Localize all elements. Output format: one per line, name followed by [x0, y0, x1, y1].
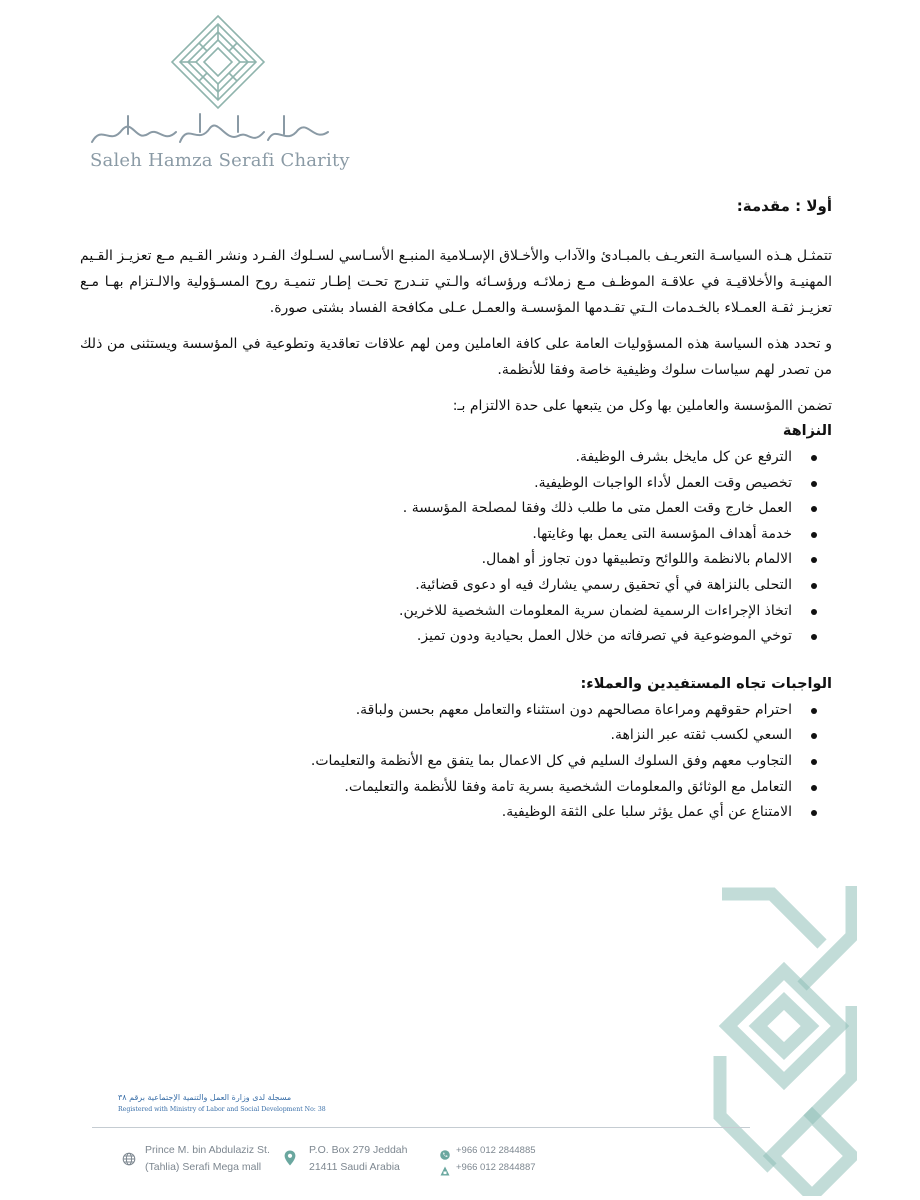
logo-emblem-icon	[170, 14, 266, 110]
contact-numbers	[456, 1142, 536, 1176]
address-block	[145, 1142, 270, 1176]
list-item: تخصيص وقت العمل لأداء الواجبات الوظيفية.	[80, 471, 792, 497]
list-item: السعي لكسب ثقته عبر النزاهة.	[80, 723, 792, 749]
list-item: التحلى بالنزاهة في أي تحقيق رسمي يشارك فيه او دعوى قضائية.	[80, 573, 792, 599]
po-box-line-2: 21411 Saudi Arabia	[309, 1161, 400, 1173]
registration-arabic: مسجلة لدى وزارة العمل والتنمية الإجتماعية برقم ٣٨	[118, 1093, 292, 1102]
address-line-2: (Tahlia) Serafi Mega mall	[145, 1161, 262, 1173]
intro-paragraph: تتمثـل هـذه السياسـة التعريـف بالمبـادئ والآداب والأخـلاق الإسـلامية المنبـع الأسـاسي لسـلوك الفـرد ونشر القـيم مـع تعزيـز القـيم المهنيـة والأخلاقيـة في علاقـة الموظـف مـع زملائـه ورؤسـائه والـتي تنـدرج تحـت إطـار تنميـة روح المسـؤولية والالـتزام بهـا مـع تعزيـز ثقـة العمـلاء بالخـدمات الـتي تقـدمها المؤسسـة والعمـل عـلى مكافحة الفساد بشتى صورة.	[80, 248, 832, 316]
intro-heading: أولا : مقدمة:	[736, 197, 832, 215]
po-box-line-1: P.O. Box 279 Jeddah	[309, 1144, 408, 1156]
duties-list	[80, 698, 832, 826]
decorative-pattern	[712, 876, 857, 1196]
commitment-paragraph: تضمن االمؤسسة والعاملين بها وكل من يتبعها على حدة الالتزام بـ:	[452, 398, 832, 414]
location-pin-icon	[284, 1150, 296, 1170]
list-item: العمل خارج وقت العمل متى ما طلب ذلك وفقا لمصلحة المؤسسة .	[80, 496, 792, 522]
fax-number: +966 012 2844887	[456, 1162, 536, 1173]
phone-number: +966 012 2844885	[456, 1145, 536, 1156]
integrity-list	[80, 445, 832, 650]
footer-divider	[92, 1127, 750, 1128]
list-item: الالمام بالانظمة واللوائح وتطبيقها دون تجاوز أو اهمال.	[80, 547, 792, 573]
list-item: التعامل مع الوثائق والمعلومات الشخصية بسرية تامة وفقا للأنظمة والتعليمات.	[80, 775, 792, 801]
list-item: الترفع عن كل مايخل بشرف الوظيفة.	[80, 445, 792, 471]
list-item: خدمة أهداف المؤسسة التى يعمل بها وغايتها.	[80, 522, 792, 548]
list-item: التجاوب معهم وفق السلوك السليم في كل الاعمال بما يتفق مع الأنظمة والتعليمات.	[80, 749, 792, 775]
scope-paragraph: و تحدد هذه السياسة هذه المسؤوليات العامة على كافة العاملين ومن لهم علاقات تعاقدية وتطوعية في المؤسسة ويستثنى من ذلك من تصدر لهم سياسات سلوك وظيفية خاصة وفقا للأنظمة.	[80, 336, 832, 378]
list-item: الامتناع عن أي عمل يؤثر سلبا على الثقة الوظيفية.	[80, 800, 792, 826]
integrity-heading: النزاهة	[782, 423, 832, 439]
list-item: اتخاذ الإجراءات الرسمية لضمان سرية المعلومات الشخصية للاخرين.	[80, 599, 792, 625]
logo-english-name: Saleh Hamza Serafi Charity	[90, 150, 350, 171]
globe-icon	[122, 1151, 136, 1170]
registration-english: Registered with Ministry of Labor and Social Development No: 38	[118, 1106, 326, 1113]
duties-heading: الواجبات تجاه المستفيدين والعملاء:	[580, 675, 832, 692]
logo-arabic-calligraphy	[88, 112, 334, 154]
list-item: احترام حقوقهم ومراعاة مصالحهم دون استثناء والتعامل معهم بحسن ولباقة.	[80, 698, 792, 724]
fax-icon	[440, 1161, 450, 1180]
po-box-block	[309, 1142, 407, 1176]
address-line-1: Prince M. bin Abdulaziz St.	[145, 1144, 270, 1156]
list-item: توخي الموضوعية في تصرفاته من خلال العمل بحيادية ودون تميز.	[80, 624, 792, 650]
document-body	[80, 193, 832, 826]
